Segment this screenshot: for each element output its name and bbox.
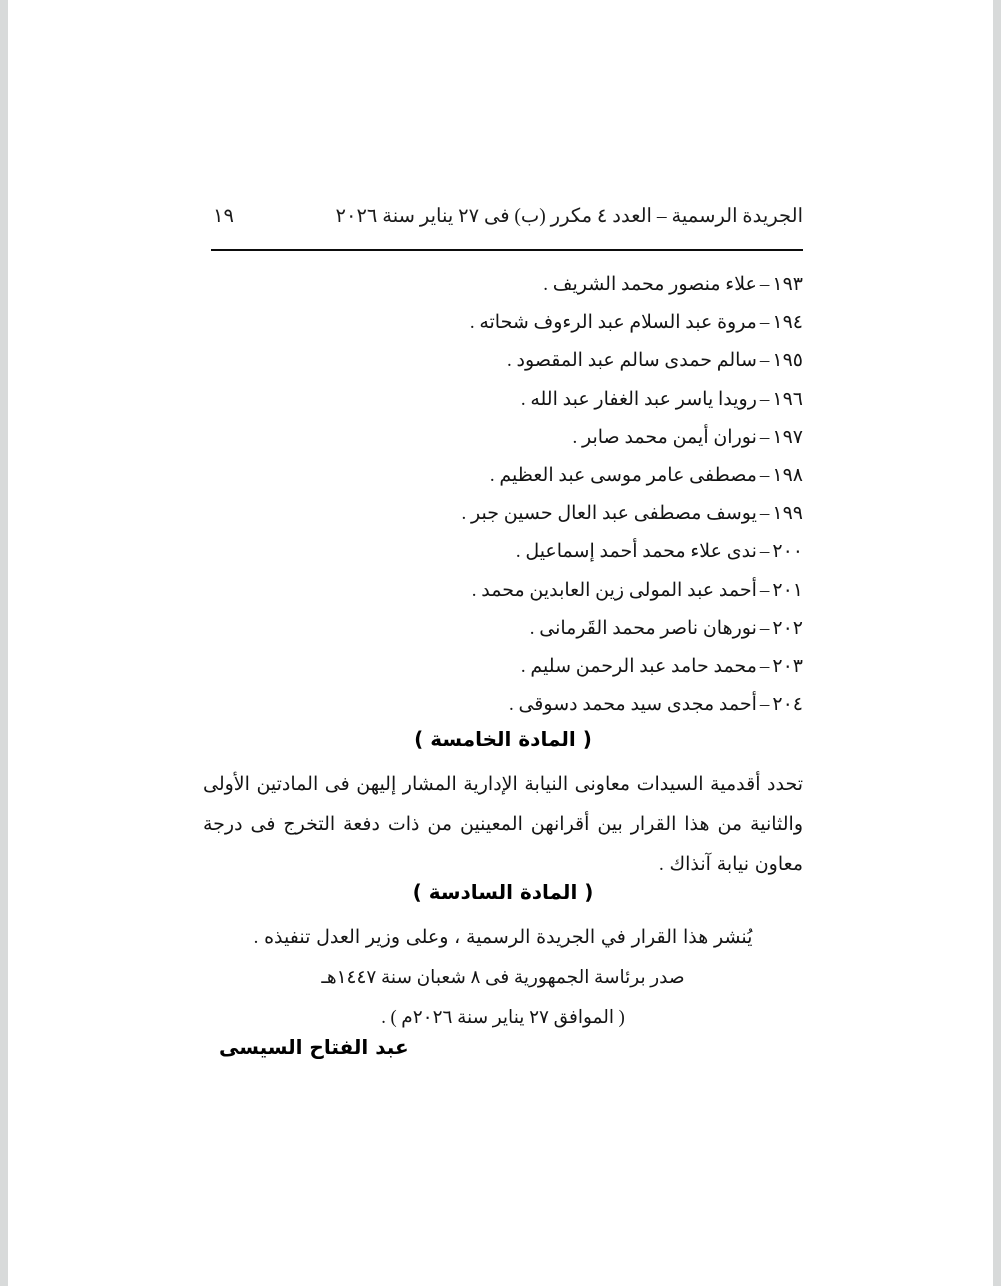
appointee-name-list: [203, 266, 803, 724]
list-item: [203, 457, 803, 495]
document-page: [8, 0, 993, 1286]
page-header: [203, 204, 803, 238]
list-item: [203, 533, 803, 571]
list-item: [203, 572, 803, 610]
list-item: [203, 610, 803, 648]
list-item: [203, 495, 803, 533]
entry-name: أحمد عبد المولى زين العابدين محمد .: [471, 579, 757, 601]
entry-name: مصطفى عامر موسى عبد العظيم .: [489, 464, 757, 486]
issuance-gregorian-date: ( الموافق ٢٧ يناير سنة ٢٠٢٦م ) .: [381, 1008, 625, 1028]
entry-index: ١٩٩: [772, 503, 803, 525]
article-six-body: يُنشر هذا القرار في الجريدة الرسمية ، وعلى وزير العدل تنفيذه .: [253, 927, 753, 948]
article-six-section: [203, 880, 803, 958]
entry-index: ٢٠٤: [772, 694, 803, 716]
entry-name: علاء منصور محمد الشريف .: [543, 274, 757, 295]
entry-dash: –: [759, 426, 770, 448]
entry-name: يوسف مصطفى عبد العال حسين جبر .: [461, 503, 757, 525]
signatory-name: عبد الفتاح السيسى: [219, 1035, 409, 1059]
entry-dash: –: [759, 617, 770, 639]
signature-block: [203, 1035, 803, 1059]
list-item: [203, 686, 803, 724]
issuance-hijri-date: صدر برئاسة الجمهورية فى ٨ شعبان سنة ١٤٤٧هـ: [321, 968, 685, 988]
entry-name: سالم حمدى سالم عبد المقصود .: [507, 350, 757, 372]
entry-dash: –: [759, 274, 770, 295]
entry-dash: –: [759, 388, 770, 410]
list-item: [203, 419, 803, 457]
list-item: [203, 342, 803, 380]
list-item: [203, 381, 803, 419]
issuance-date-block: [203, 958, 803, 1038]
entry-index: ١٩٣: [772, 274, 803, 295]
list-item: [203, 648, 803, 686]
entry-index: ١٩٦: [772, 388, 803, 410]
entry-index: ٢٠٣: [772, 655, 803, 677]
entry-dash: –: [759, 464, 770, 486]
entry-index: ١٩٥: [772, 350, 803, 372]
article-five-heading: ( المادة الخامسة ): [414, 727, 592, 751]
entry-dash: –: [759, 579, 770, 601]
article-five-section: [203, 727, 803, 885]
entry-index: ٢٠٠: [772, 541, 803, 563]
page-number: ١٩: [213, 206, 234, 227]
list-item: [203, 304, 803, 342]
entry-name: ندى علاء محمد أحمد إسماعيل .: [515, 541, 757, 563]
header-divider-rule: [211, 249, 803, 251]
entry-index: ١٩٨: [772, 464, 803, 486]
entry-name: أحمد مجدى سيد محمد دسوقى .: [508, 694, 757, 716]
entry-dash: –: [759, 350, 770, 372]
entry-name: نوران أيمن محمد صابر .: [572, 426, 757, 448]
article-six-heading: ( المادة السادسة ): [412, 880, 594, 904]
entry-index: ٢٠١: [772, 579, 803, 601]
entry-name: مروة عبد السلام عبد الرءوف شحاته .: [469, 312, 757, 334]
entry-index: ١٩٤: [772, 312, 803, 334]
entry-name: محمد حامد عبد الرحمن سليم .: [520, 655, 757, 677]
article-five-body: تحدد أقدمية السيدات معاونى النيابة الإدارية المشار إليهن فى المادتين الأولى والثانية من هذا القرار بين أقرانهن المعينين من ذات دفعة التخرج فى درجة معاون نيابة آنذاك .: [203, 774, 803, 875]
list-item: [203, 266, 803, 304]
entry-name: نورهان ناصر محمد القَرمانى .: [529, 617, 757, 639]
entry-dash: –: [759, 312, 770, 334]
entry-dash: –: [759, 655, 770, 677]
entry-index: ١٩٧: [772, 426, 803, 448]
entry-dash: –: [759, 503, 770, 525]
entry-dash: –: [759, 694, 770, 716]
entry-name: رويدا ياسر عبد الغفار عبد الله .: [520, 388, 757, 410]
header-title: الجريدة الرسمية – العدد ٤ مكرر (ب) فى ٢٧ يناير سنة ٢٠٢٦: [335, 206, 803, 227]
entry-dash: –: [759, 541, 770, 563]
entry-index: ٢٠٢: [772, 617, 803, 639]
